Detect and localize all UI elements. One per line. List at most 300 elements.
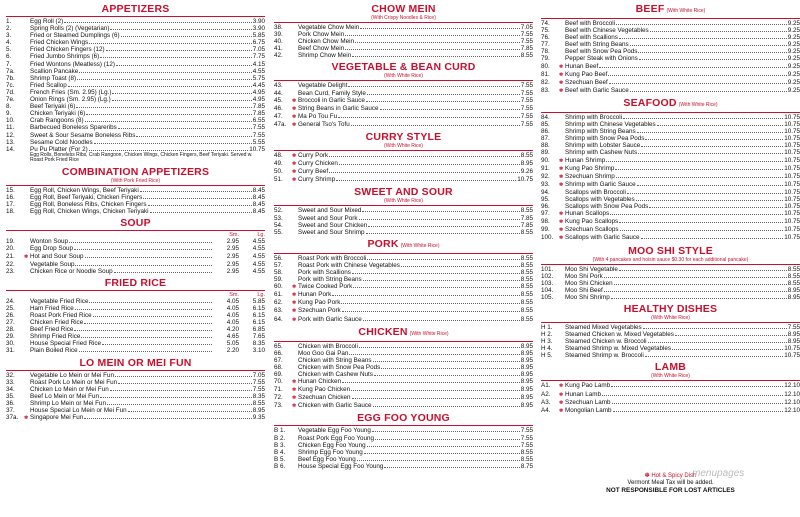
item-name: Twice Cooked Pork bbox=[298, 283, 353, 291]
item-name: Wonton Soup bbox=[30, 238, 69, 246]
item-number: 63. bbox=[274, 307, 283, 315]
item-name: Shrimp with Cashew Nuts bbox=[565, 149, 638, 157]
hot-spicy-icon: ✽ bbox=[292, 121, 297, 128]
item-price: 7.75 bbox=[252, 53, 265, 61]
item-price: 9.25 bbox=[787, 48, 800, 56]
item-price: 7.05 bbox=[252, 371, 265, 379]
item-number: 45. bbox=[274, 96, 283, 104]
item-name: Roast Pork Lo Mein or Mei Fun bbox=[30, 378, 118, 386]
item-number: 35. bbox=[6, 392, 15, 400]
leader-dots bbox=[351, 125, 520, 126]
item-number: 43. bbox=[274, 82, 283, 90]
menu-item bbox=[274, 45, 533, 52]
menu-item-list bbox=[274, 427, 533, 470]
item-price: 9.25 bbox=[787, 62, 800, 70]
item-number: 87. bbox=[541, 135, 550, 143]
item-price: 8.55 bbox=[520, 268, 533, 276]
item-price-large: 7.65 bbox=[252, 333, 265, 341]
section-title-text: SEAFOOD bbox=[623, 96, 677, 109]
menu-item bbox=[6, 96, 265, 103]
item-number: 28. bbox=[6, 326, 15, 334]
item-number: 15. bbox=[6, 186, 15, 194]
hot-spicy-icon: ✽ bbox=[559, 211, 564, 218]
menu-item bbox=[274, 343, 533, 350]
menu-item bbox=[274, 283, 533, 291]
item-price: 8.95 bbox=[520, 349, 533, 357]
tax-note: Vermont Meal Tax will be added. bbox=[627, 480, 714, 486]
menu-section-chicken bbox=[274, 327, 533, 411]
item-price: 4.55 bbox=[252, 67, 265, 75]
item-price: 8.95 bbox=[520, 371, 533, 378]
leader-dots bbox=[100, 397, 252, 398]
item-price: 9.25 bbox=[787, 20, 800, 27]
item-number: 60. bbox=[274, 283, 283, 291]
item-price: 5.55 bbox=[252, 138, 265, 146]
leader-dots bbox=[342, 382, 520, 383]
item-number: 7e. bbox=[6, 96, 15, 104]
menu-item bbox=[274, 160, 533, 168]
item-price: 9.25 bbox=[787, 86, 800, 94]
leader-dots bbox=[650, 31, 787, 32]
item-price: 6.55 bbox=[252, 117, 265, 125]
section-title-text: CURRY STYLE bbox=[365, 131, 442, 144]
section-note: (With White Rice) bbox=[400, 242, 440, 249]
item-price: 7.55 bbox=[520, 89, 533, 97]
leader-dots bbox=[85, 257, 212, 258]
menu-item bbox=[541, 128, 800, 135]
menu-item bbox=[6, 407, 265, 414]
hot-spicy-icon: ✽ bbox=[292, 292, 297, 299]
menu-item bbox=[6, 201, 265, 208]
item-number: 55. bbox=[274, 228, 283, 236]
hot-spicy-icon: ✽ bbox=[292, 153, 297, 160]
menu-item bbox=[541, 407, 800, 415]
item-name: Beef Fried Rice bbox=[30, 326, 74, 334]
leader-dots bbox=[74, 249, 212, 250]
item-price: 10.75 bbox=[784, 164, 800, 172]
section-divider bbox=[541, 380, 800, 381]
menu-item bbox=[6, 75, 265, 82]
item-number: 47. bbox=[274, 112, 283, 120]
menu-item-list bbox=[274, 152, 533, 184]
menu-item bbox=[6, 347, 265, 354]
item-name: Hunan Beef bbox=[565, 62, 599, 70]
menu-item bbox=[6, 89, 265, 96]
section-divider bbox=[274, 425, 533, 426]
leader-dots bbox=[81, 337, 212, 338]
item-name: Vegetable Delight bbox=[298, 82, 348, 90]
menu-item bbox=[6, 124, 265, 131]
item-number: A1. bbox=[541, 382, 551, 390]
section-title-text: MOO SHI STYLE bbox=[628, 244, 713, 257]
item-name: Shrimp with Chinese Vegetables bbox=[565, 121, 656, 129]
leader-dots bbox=[100, 57, 251, 58]
item-number: 70. bbox=[274, 378, 283, 386]
item-number: 36. bbox=[6, 399, 15, 407]
item-price: 8.95 bbox=[520, 386, 533, 394]
item-number: 50. bbox=[274, 168, 283, 176]
menu-section-eggfooyoung bbox=[274, 413, 533, 470]
item-price: 7.55 bbox=[520, 104, 533, 112]
section-divider bbox=[274, 341, 533, 342]
menu-item bbox=[6, 68, 265, 75]
hot-spicy-icon: ✽ bbox=[292, 316, 297, 323]
item-name: Szechuan Beef bbox=[565, 78, 608, 86]
item-number: 100. bbox=[541, 234, 554, 242]
item-name: Pork with Scallions bbox=[298, 268, 351, 276]
leader-dots bbox=[359, 219, 520, 220]
menu-section-pork bbox=[274, 239, 533, 324]
item-price-small: 2.20 bbox=[226, 347, 239, 355]
item-number: 97. bbox=[541, 210, 550, 218]
leader-dots bbox=[107, 404, 252, 405]
item-name: Shrimp Chow Mein bbox=[298, 52, 352, 60]
section-divider bbox=[274, 22, 533, 23]
item-price: 10.75 bbox=[784, 210, 800, 218]
item-price: 7.85 bbox=[520, 221, 533, 229]
menu-item bbox=[274, 394, 533, 402]
item-price: 8.95 bbox=[520, 160, 533, 168]
leader-dots bbox=[372, 431, 520, 432]
hot-spicy-label: Hot & Spicy Dish bbox=[651, 473, 697, 479]
item-price: 9.25 bbox=[787, 41, 800, 49]
item-price: 10.75 bbox=[784, 142, 800, 150]
menu-item bbox=[6, 39, 265, 46]
leader-dots bbox=[89, 43, 252, 44]
section-title bbox=[6, 218, 265, 229]
leader-dots bbox=[636, 200, 784, 201]
item-name: Singapore Mei Fun bbox=[30, 414, 84, 422]
item-name: Curry Shrimp bbox=[298, 176, 336, 184]
menu-item bbox=[274, 435, 533, 442]
leader-dots bbox=[114, 272, 212, 273]
leader-dots bbox=[638, 153, 783, 154]
menu-item bbox=[541, 87, 800, 95]
item-name: Pu Pu Platter (For 2) bbox=[30, 145, 88, 153]
leader-dots bbox=[611, 386, 783, 387]
item-number: 86. bbox=[541, 128, 550, 136]
leader-dots bbox=[366, 233, 520, 234]
item-price: 7.55 bbox=[252, 131, 265, 139]
leader-dots bbox=[366, 101, 520, 102]
item-number: 41. bbox=[274, 45, 283, 53]
menu-item bbox=[6, 82, 265, 89]
item-number: A4. bbox=[541, 406, 551, 414]
item-price: 10.75 bbox=[784, 113, 800, 121]
item-number: B 6. bbox=[274, 462, 286, 470]
item-number: 7c. bbox=[6, 81, 15, 89]
leader-dots bbox=[110, 29, 251, 30]
menu-item-list bbox=[541, 114, 800, 243]
menu-item bbox=[274, 207, 533, 214]
item-price: 8.55 bbox=[787, 265, 800, 273]
leader-dots bbox=[74, 330, 212, 331]
menu-item bbox=[6, 268, 265, 275]
section-divider bbox=[6, 16, 265, 17]
menu-item bbox=[541, 226, 800, 234]
item-name: Crab Rangoons (8) bbox=[30, 117, 84, 125]
item-price: 5.85 bbox=[252, 32, 265, 40]
menu-item bbox=[274, 105, 533, 113]
item-size: (Sm. 2.95) (Lg.) bbox=[67, 88, 112, 96]
hot-spicy-icon: ✽ bbox=[559, 63, 564, 70]
menu-section-friedrice bbox=[6, 278, 265, 355]
item-name: Vegetable Fried Rice bbox=[30, 297, 89, 305]
leader-dots bbox=[339, 164, 520, 165]
leader-dots bbox=[140, 191, 252, 192]
item-number: 39. bbox=[274, 31, 283, 39]
item-price: 10.75 bbox=[784, 345, 800, 353]
item-price: 4.95 bbox=[252, 88, 265, 96]
leader-dots bbox=[672, 349, 783, 350]
size-small-label: Sm. bbox=[229, 291, 239, 298]
item-price: 8.55 bbox=[520, 261, 533, 269]
menu-item bbox=[6, 245, 265, 252]
item-name: Barbecued Boneless Spareribs bbox=[30, 124, 117, 132]
menu-item bbox=[541, 157, 800, 165]
leader-dots bbox=[348, 86, 519, 87]
item-name: Scallops with Vegetables bbox=[565, 195, 635, 203]
item-number: 58. bbox=[274, 268, 283, 276]
item-number: 17. bbox=[6, 201, 15, 209]
menu-item bbox=[274, 255, 533, 262]
menu-footer bbox=[541, 473, 800, 494]
section-title bbox=[274, 62, 533, 73]
item-price-small: 4.05 bbox=[226, 312, 239, 319]
item-price: 7.85 bbox=[252, 103, 265, 111]
item-name: Pepper Steak with Onions bbox=[565, 55, 638, 63]
item-price: 8.45 bbox=[252, 186, 265, 194]
menu-item bbox=[6, 208, 265, 215]
menu-column-3 bbox=[541, 4, 800, 418]
section-title-text: FRIED RICE bbox=[104, 276, 167, 289]
leader-dots bbox=[351, 390, 520, 391]
menu-item bbox=[541, 345, 800, 352]
menu-item bbox=[6, 261, 265, 268]
hot-spicy-icon: ✽ bbox=[292, 169, 297, 176]
item-name: Szechuan Shrimp bbox=[565, 172, 615, 180]
section-title bbox=[541, 304, 800, 315]
section-subtitle: (With White Rice) bbox=[384, 198, 423, 205]
item-price: 8.45 bbox=[252, 208, 265, 216]
item-name: Shrimp with Garlic Sauce bbox=[565, 180, 636, 188]
item-number: 44. bbox=[274, 89, 283, 97]
item-name: Chicken Chow Mein bbox=[298, 38, 354, 46]
menu-item bbox=[274, 299, 533, 307]
item-name: Beef with Chinese Vegetables bbox=[565, 27, 649, 35]
section-title bbox=[6, 167, 265, 178]
menu-section-lamb bbox=[541, 362, 800, 414]
item-name: Egg Roll, Beef Teriyaki, Chicken Fingers bbox=[30, 194, 143, 202]
item-name: House Special Fried Rice bbox=[30, 340, 102, 348]
item-name: Plain Boiled Rice bbox=[30, 347, 78, 355]
menu-item bbox=[541, 210, 800, 218]
section-divider bbox=[6, 370, 265, 371]
menu-item bbox=[541, 181, 800, 189]
item-price: 7.05 bbox=[520, 24, 533, 31]
item-price: 7.55 bbox=[520, 441, 533, 449]
item-price: 8.95 bbox=[520, 363, 533, 371]
item-name: Vegetable Lo Mein or Mei Fun bbox=[30, 371, 115, 379]
menu-item bbox=[274, 386, 533, 394]
menu-item bbox=[6, 187, 265, 194]
item-price: 12.10 bbox=[784, 382, 800, 390]
item-number: 37. bbox=[6, 407, 15, 415]
item-name: Sweet and Sour Pork bbox=[298, 214, 358, 222]
menu-item bbox=[274, 152, 533, 160]
section-divider bbox=[541, 322, 800, 323]
leader-dots bbox=[614, 284, 787, 285]
menu-item-list bbox=[274, 82, 533, 129]
menu-item bbox=[6, 305, 265, 312]
item-number: 13. bbox=[6, 138, 15, 146]
leader-dots bbox=[345, 49, 520, 50]
item-name: Moo Shi Pork bbox=[565, 272, 603, 280]
leader-dots bbox=[373, 361, 520, 362]
menu-item bbox=[541, 79, 800, 87]
item-price: 3.90 bbox=[252, 18, 265, 25]
menu-item bbox=[6, 414, 265, 422]
menu-item bbox=[274, 168, 533, 176]
menu-item bbox=[6, 319, 265, 326]
item-price-small: 2.95 bbox=[226, 245, 239, 253]
item-price-small: 4.20 bbox=[226, 326, 239, 334]
section-subtitle: (With 4 pancakes and hoisin sauce $0.30 for each additional pancake) bbox=[592, 256, 749, 263]
leader-dots bbox=[75, 265, 212, 266]
item-price: 10.75 bbox=[784, 121, 800, 129]
leader-dots bbox=[362, 211, 519, 212]
menu-item bbox=[6, 393, 265, 400]
item-price: 10.75 bbox=[249, 145, 265, 153]
menu-item bbox=[541, 234, 800, 242]
section-title-text: VEGETABLE & BEAN CURD bbox=[331, 61, 476, 74]
item-name: Pork with String Beans bbox=[298, 276, 362, 284]
item-price: 10.75 bbox=[784, 135, 800, 143]
leader-dots bbox=[341, 303, 519, 304]
item-number: 33. bbox=[6, 378, 15, 386]
item-name: General Tso's Tofu bbox=[298, 120, 350, 128]
hot-spicy-icon: ✽ bbox=[559, 383, 564, 390]
section-title bbox=[541, 246, 800, 257]
hot-spicy-icon: ✽ bbox=[292, 308, 297, 315]
leader-dots bbox=[602, 395, 783, 396]
item-price-small: 4.05 bbox=[226, 304, 239, 312]
item-price: 7.55 bbox=[520, 427, 533, 435]
menu-item bbox=[541, 196, 800, 203]
item-name: Shrimp Fried Rice bbox=[30, 333, 81, 341]
leader-dots bbox=[94, 143, 252, 144]
section-title bbox=[274, 239, 533, 252]
hot-spicy-icon: ✽ bbox=[559, 391, 564, 398]
item-name: Shrimp with String Beans bbox=[565, 128, 636, 136]
leader-dots bbox=[69, 242, 212, 243]
item-price: 7.55 bbox=[787, 324, 800, 331]
item-number: 65. bbox=[274, 342, 283, 350]
item-price: 8.95 bbox=[787, 331, 800, 339]
item-number: 14. bbox=[6, 145, 15, 153]
item-price: 8.55 bbox=[520, 291, 533, 299]
item-price: 8.45 bbox=[252, 201, 265, 209]
item-price: 9.25 bbox=[787, 70, 800, 78]
section-note: (With White Rice) bbox=[678, 101, 718, 108]
menu-item bbox=[274, 121, 533, 129]
leader-dots bbox=[115, 376, 252, 377]
item-number: B 1. bbox=[274, 427, 286, 435]
item-price: 8.95 bbox=[252, 407, 265, 415]
section-divider bbox=[274, 253, 533, 254]
item-name: Steamed Mixed Vegetables bbox=[565, 324, 642, 331]
menu-item-list bbox=[274, 343, 533, 411]
item-name: Ma Po Tou Fu bbox=[298, 112, 338, 120]
item-number: 48. bbox=[274, 152, 283, 160]
item-price: 7.55 bbox=[520, 96, 533, 104]
item-price-small: 2.95 bbox=[226, 238, 239, 246]
menu-item bbox=[541, 189, 800, 196]
menu-item bbox=[6, 340, 265, 347]
menu-item bbox=[541, 294, 800, 301]
menu-section-vegbean bbox=[274, 62, 533, 129]
menu-item bbox=[541, 399, 800, 407]
item-number: 12. bbox=[6, 131, 15, 139]
leader-dots bbox=[64, 22, 251, 23]
item-name: Kung Pao Lamb bbox=[565, 382, 611, 390]
item-number: A3. bbox=[541, 398, 551, 406]
item-number: 90. bbox=[541, 156, 550, 164]
leader-dots bbox=[359, 347, 520, 348]
section-title bbox=[541, 362, 800, 373]
item-number: 88. bbox=[541, 142, 550, 150]
menu-item bbox=[274, 269, 533, 276]
item-price-small: 2.95 bbox=[226, 252, 239, 260]
item-number: 42. bbox=[274, 52, 283, 60]
menu-item bbox=[541, 121, 800, 128]
item-price: 7.85 bbox=[520, 45, 533, 53]
menu-section-beef bbox=[541, 4, 800, 95]
section-title-text: HEALTHY DISHES bbox=[623, 303, 718, 315]
menu-item bbox=[274, 316, 533, 324]
item-price-large: 4.55 bbox=[252, 245, 265, 253]
leader-dots bbox=[329, 156, 520, 157]
item-number: 6. bbox=[6, 53, 12, 61]
leader-dots bbox=[368, 226, 519, 227]
menu-item bbox=[541, 149, 800, 156]
item-name: Shrimp with Broccoli bbox=[565, 113, 623, 121]
section-title bbox=[541, 98, 800, 111]
item-price: 7.55 bbox=[520, 38, 533, 46]
menu-item bbox=[274, 378, 533, 386]
item-price: 8.95 bbox=[787, 338, 800, 346]
section-subtitle: (With Pork Fried Rice) bbox=[110, 177, 161, 184]
leader-dots bbox=[374, 375, 520, 376]
leader-dots bbox=[606, 161, 783, 162]
item-name: String Beans in Garlic Sauce bbox=[298, 104, 379, 112]
item-number: 27. bbox=[6, 319, 15, 327]
menu-item bbox=[541, 287, 800, 294]
hot-spicy-icon: ✽ bbox=[559, 181, 564, 188]
item-price: 8.55 bbox=[520, 52, 533, 60]
leader-dots bbox=[363, 320, 520, 321]
item-number: 67. bbox=[274, 356, 283, 364]
item-price-large: 6.15 bbox=[252, 319, 265, 327]
item-name: Moo Shi Shrimp bbox=[565, 293, 610, 301]
menu-item bbox=[274, 427, 533, 434]
item-number: 52. bbox=[274, 207, 283, 215]
item-name: Vegetable Soup bbox=[30, 260, 75, 268]
section-subtitle: (With White Rice) bbox=[384, 73, 423, 80]
item-price: 7.55 bbox=[252, 385, 265, 393]
section-title bbox=[274, 187, 533, 198]
item-price: 8.95 bbox=[520, 356, 533, 364]
